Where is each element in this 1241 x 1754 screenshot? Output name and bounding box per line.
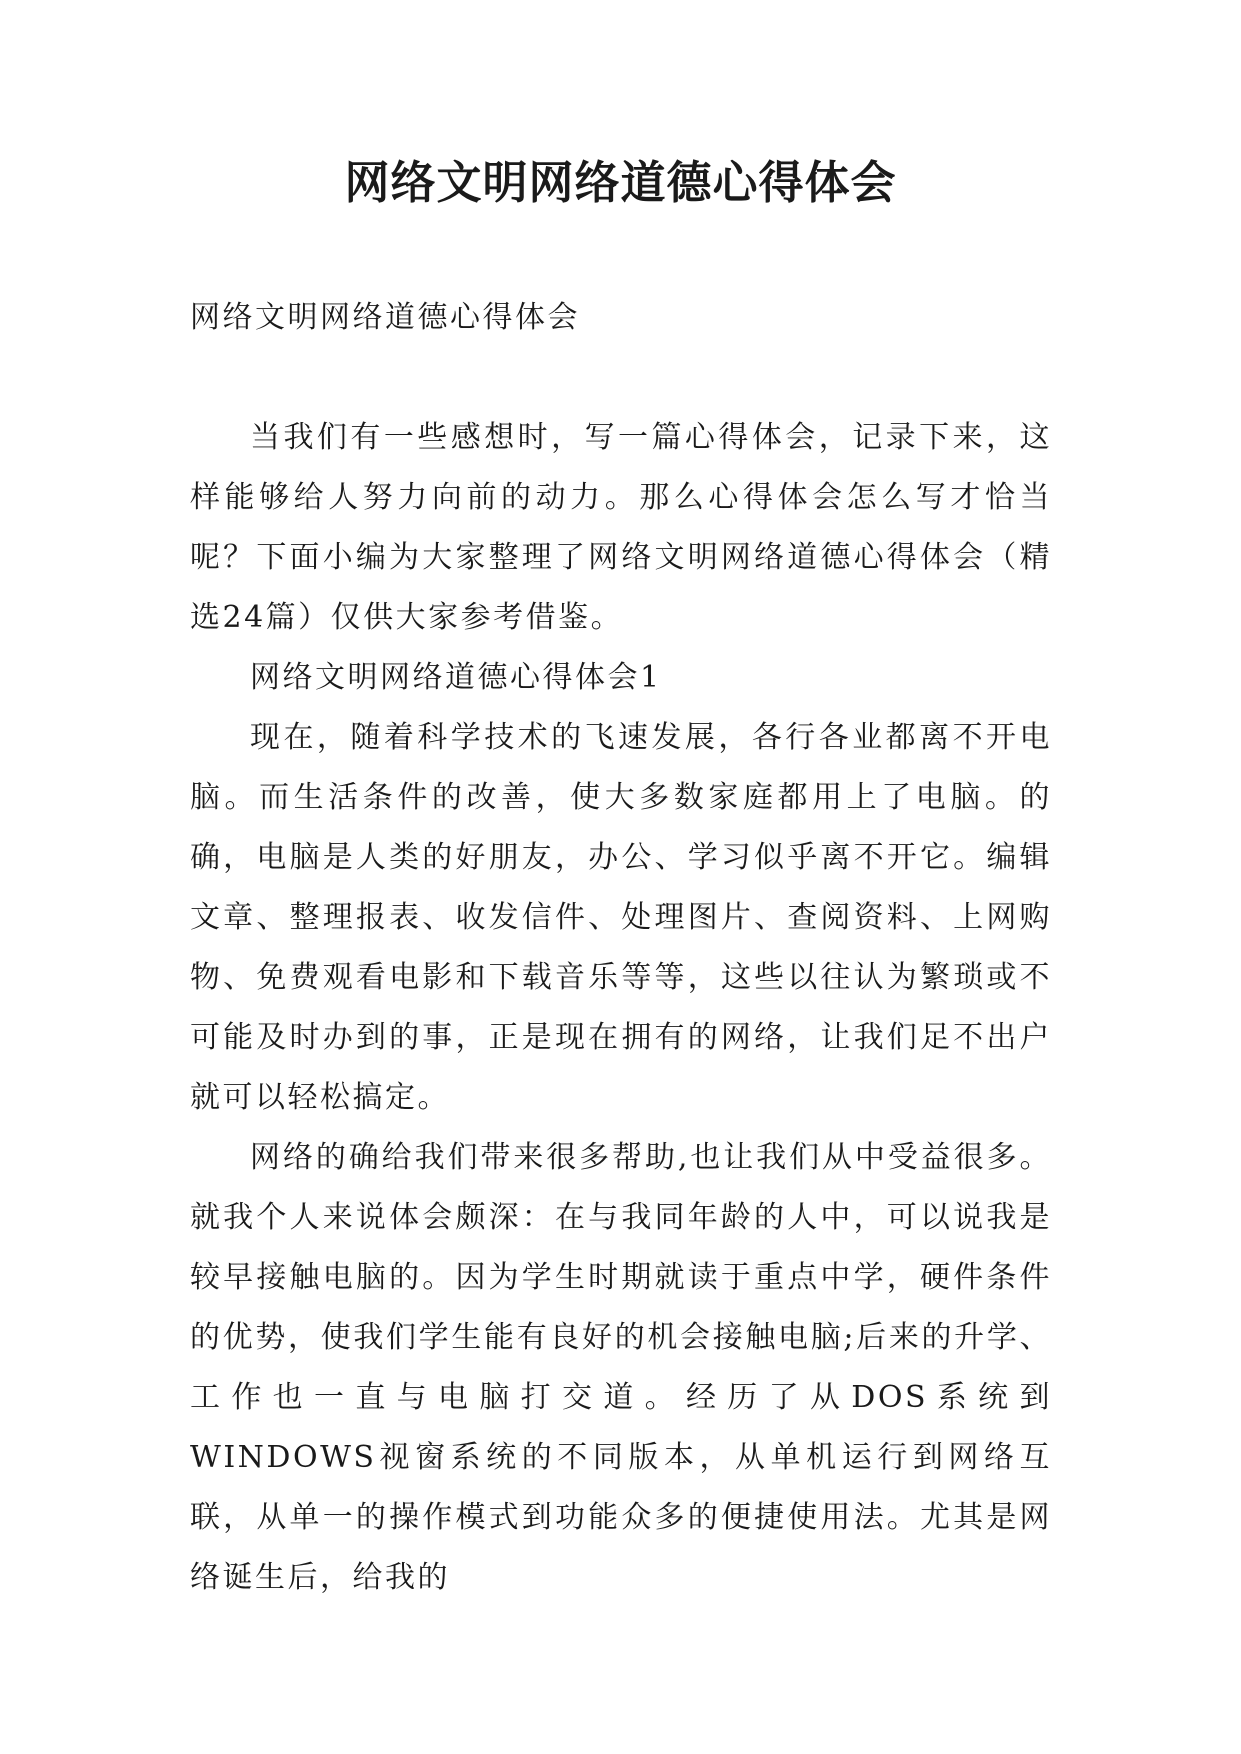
intro-paragraph: 当我们有一些感想时，写一篇心得体会，记录下来，这样能够给人努力向前的动力。那么心得体会怎么写才恰当呢？下面小编为大家整理了网络文明网络道德心得体会（精选24篇）仅供大家参考借鉴。: [190, 420, 1052, 635]
document-title: 网络文明网络道德心得体会: [344, 156, 897, 209]
document-body: [190, 288, 1052, 1608]
body-paragraph-2: 网络的确给我们带来很多帮助,也让我们从中受益很多。就我个人来说体会颇深：在与我同年龄的人中，可以说我是较早接触电脑的。因为学生时期就读于重点中学，硬件条件的优势，使我们学生能有良好的机会接触电脑;后来的升学、工作也一直与电脑打交道。经历了从DOS系统到WINDOWS视窗系统的不同版本，从单机运行到网络互联，从单一的操作模式到功能众多的便捷使用法。尤其是网络诞生后，给我的: [190, 1140, 1052, 1595]
document-subtitle: 网络文明网络道德心得体会: [190, 300, 580, 335]
section-heading: 网络文明网络道德心得体会1: [250, 660, 662, 695]
body-paragraph-1: 现在，随着科学技术的飞速发展，各行各业都离不开电脑。而生活条件的改善，使大多数家庭都用上了电脑。的确，电脑是人类的好朋友，办公、学习似乎离不开它。编辑文章、整理报表、收发信件、处理图片、查阅资料、上网购物、免费观看电影和下载音乐等等，这些以往认为繁琐或不可能及时办到的事，正是现在拥有的网络，让我们足不出户就可以轻松搞定。: [190, 720, 1052, 1115]
